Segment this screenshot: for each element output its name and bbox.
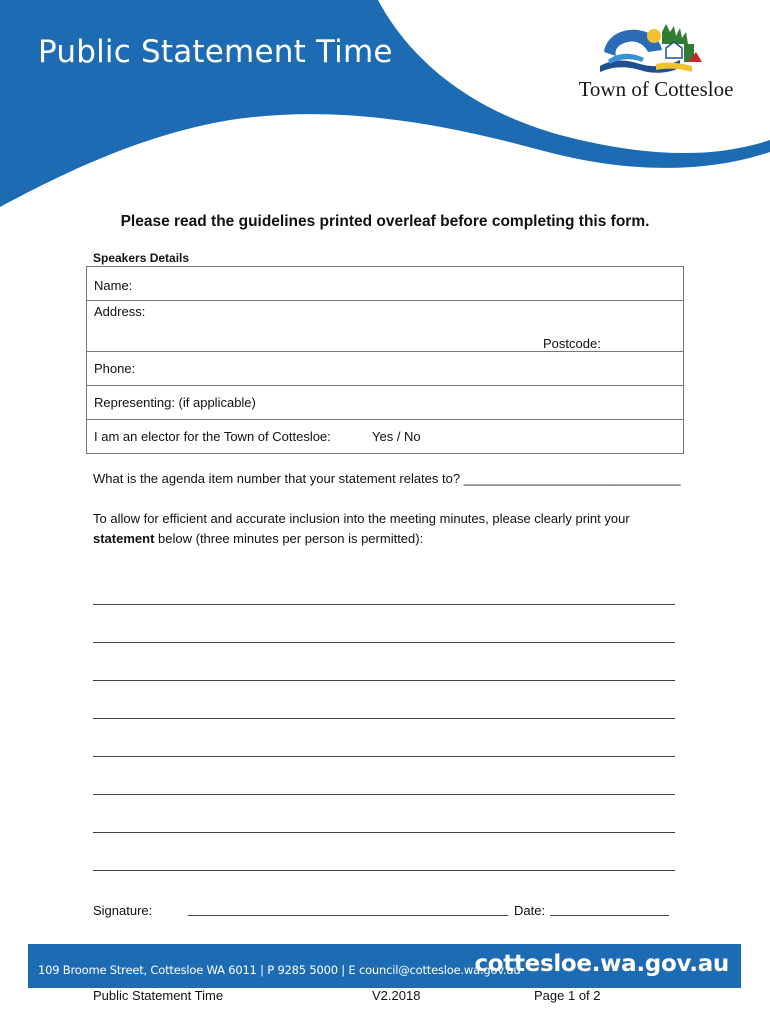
logo-text: Town of Cottesloe bbox=[578, 77, 734, 101]
footer-address: 109 Broome Street, Cottesloe WA 6011 | P 9285 5000 | E council@cottesloe.wa.gov.au bbox=[38, 963, 521, 977]
representing-label: Representing: (if applicable) bbox=[94, 395, 256, 410]
instruction-heading: Please read the guidelines printed overleaf before completing this form. bbox=[120, 213, 650, 230]
speakers-details-table bbox=[86, 266, 684, 454]
elector-label: I am an elector for the Town of Cottesloe: bbox=[94, 429, 331, 444]
name-field[interactable] bbox=[87, 267, 683, 301]
phone-label: Phone: bbox=[94, 361, 136, 376]
statement-line[interactable] bbox=[93, 757, 675, 795]
page-title: Public Statement Time bbox=[38, 34, 393, 70]
statement-line[interactable] bbox=[93, 605, 675, 643]
address-label: Address: bbox=[94, 304, 146, 319]
statement-instructions-part1: To allow for efficient and accurate inclusion into the meeting minutes, please clearly print your bbox=[93, 511, 630, 526]
phone-field[interactable] bbox=[87, 352, 683, 386]
statement-instructions bbox=[93, 509, 693, 548]
statement-line[interactable] bbox=[93, 567, 675, 605]
footer-version: V2.2018 bbox=[372, 988, 421, 1003]
signature-line[interactable] bbox=[188, 915, 508, 916]
elector-yes-no-options[interactable]: Yes / No bbox=[372, 429, 421, 444]
statement-line[interactable] bbox=[93, 643, 675, 681]
agenda-item-question[interactable]: What is the agenda item number that your statement relates to? ______________________________ bbox=[93, 471, 681, 486]
date-line[interactable] bbox=[550, 915, 669, 916]
footer-doc-title: Public Statement Time bbox=[93, 988, 224, 1003]
speakers-details-label: Speakers Details bbox=[93, 251, 190, 265]
address-field[interactable] bbox=[87, 301, 683, 352]
name-label: Name: bbox=[94, 278, 133, 293]
town-logo-icon bbox=[596, 22, 706, 78]
statement-line[interactable] bbox=[93, 719, 675, 757]
statement-writing-area[interactable] bbox=[93, 567, 675, 871]
statement-bold-word: statement bbox=[93, 530, 155, 546]
statement-line[interactable] bbox=[93, 795, 675, 833]
representing-field[interactable] bbox=[87, 386, 683, 420]
postcode-label: Postcode: bbox=[543, 336, 601, 351]
signature-label: Signature: bbox=[93, 903, 153, 918]
footer-website: cottesloe.wa.gov.au bbox=[474, 951, 729, 977]
footer-bar bbox=[28, 944, 741, 988]
statement-instructions-part2: below (three minutes per person is permitted): bbox=[154, 530, 424, 546]
date-label: Date: bbox=[514, 903, 546, 918]
signature-row bbox=[93, 903, 693, 923]
statement-line[interactable] bbox=[93, 681, 675, 719]
footer-page-number: Page 1 of 2 bbox=[534, 988, 601, 1003]
elector-field[interactable] bbox=[87, 420, 683, 453]
statement-line[interactable] bbox=[93, 833, 675, 871]
